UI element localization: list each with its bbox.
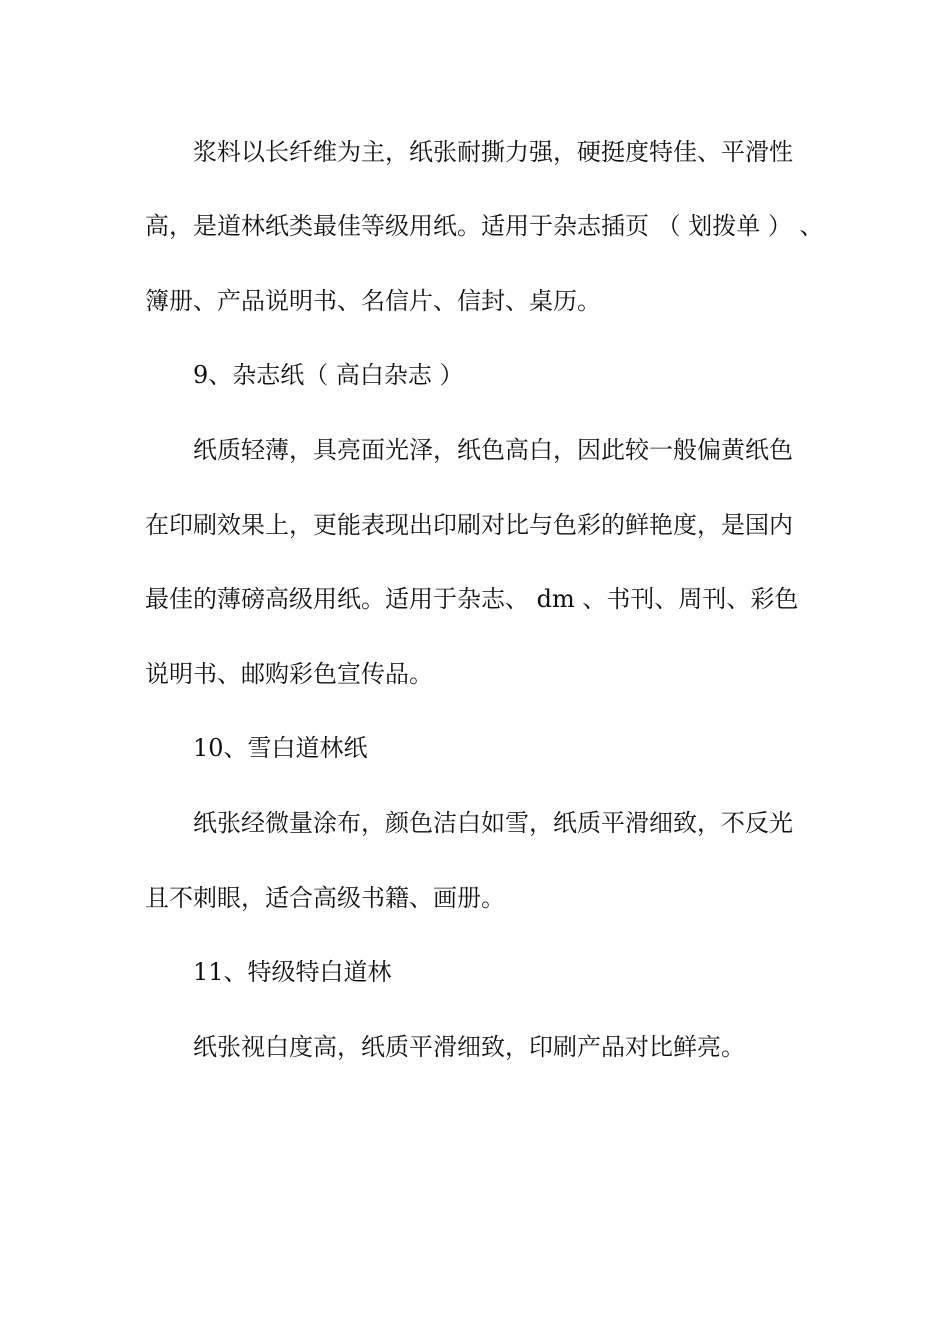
paragraph-1-line-2: 高，是道林纸类最佳等级用纸。适用于杂志插页 （ 划拨单 ） 、 <box>145 212 824 240</box>
paragraph-1-line-1: 浆料以长纤维为主，纸张耐撕力强，硬挺度特佳、平滑性 <box>193 138 793 166</box>
paragraph-2-line-4: 说明书、邮购彩色宣传品。 <box>145 660 433 688</box>
paragraph-2-line-1: 纸质轻薄，具亮面光泽，纸色高白，因此较一般偏黄纸色 <box>193 436 793 464</box>
paragraph-2-line-3: 最佳的薄磅高级用纸。适用于杂志、 dm 、书刊、周刊、彩色 <box>145 585 799 613</box>
paragraph-3-line-2: 且不刺眼，适合高级书籍、画册。 <box>145 884 505 912</box>
section-heading-10: 10、雪白道林纸 <box>193 734 368 762</box>
paragraph-4-line-1: 纸张视白度高，纸质平滑细致，印刷产品对比鲜亮。 <box>193 1033 745 1061</box>
section-heading-11: 11、特级特白道林 <box>193 958 392 986</box>
section-heading-9: 9、杂志纸（ 高白杂志 ） <box>193 361 464 389</box>
paragraph-1-line-3: 簿册、产品说明书、名信片、信封、桌历。 <box>145 287 601 315</box>
paragraph-3-line-1: 纸张经微量涂布，颜色洁白如雪，纸质平滑细致，不反光 <box>193 809 793 837</box>
paragraph-2-line-2: 在印刷效果上，更能表现出印刷对比与色彩的鲜艳度，是国内 <box>145 511 793 539</box>
